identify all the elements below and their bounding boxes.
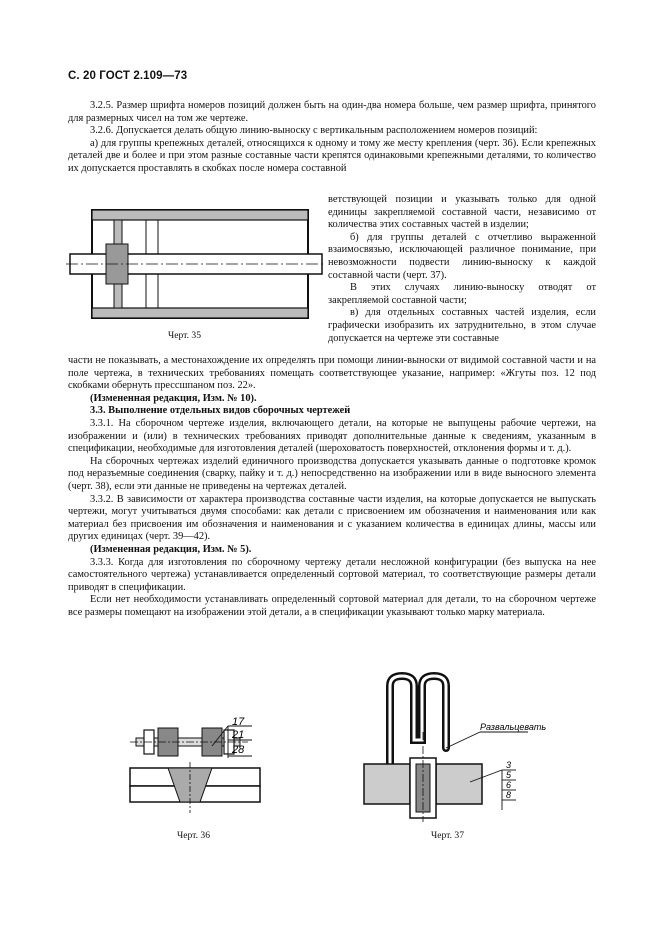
edition-note-10: (Измененная редакция, Изм. № 10).	[90, 392, 257, 404]
text-block-right	[328, 194, 596, 345]
paragraph-3-2-6-v: в) для отдельных составных частей изделия, если графически изобразить их затруднительно, в этом случае допускается на чертеже эти составные	[328, 307, 596, 344]
paragraph-3-3-2: 3.3.2. В зависимости от характера производства составные части изделия, на которые допускается не выпускать чертежи, могут учитываться двумя способами: как детали с присвоением им обозначения и наименования или как материал без присвоения им обозначения и наименования и с указанием количества в единицах длины, массы или других единицах (черт. 39—42).	[68, 493, 596, 543]
fig36-bolt	[130, 728, 248, 756]
fig36-label-21: 21	[232, 729, 245, 741]
paragraph-3-2-6-a: а) для группы крепежных деталей, относящихся к одному и тому же месту крепления (черт. 36). Если крепежных деталей две и более и при этом разные составные части крепятся одинаковыми крепежными деталями, то количество их допускается проставлять в скобках после номера составной	[68, 137, 596, 174]
paragraph-3-2-5: 3.2.5. Размер шрифта номеров позиций должен быть на один-два номера больше, чем размер шрифта, принятого для размерных чисел на том же чертеже.	[68, 100, 596, 124]
edition-note-5: (Измененная редакция, Изм. № 5).	[90, 543, 252, 555]
figure-36	[130, 718, 260, 813]
fig37-label-8: 8	[506, 790, 512, 800]
section-title-3-3: 3.3. Выполнение отдельных видов сборочных чертежей	[90, 405, 351, 417]
fig36-label-17: 17	[232, 716, 245, 728]
figure-35-caption: Черт. 35	[168, 330, 202, 341]
fig36-plates	[130, 762, 260, 813]
paragraph-3-3-3: 3.3.3. Когда для изготовления по сборочному чертежу детали несложной конфигурации (без выпуска на нее самостоятельного чертежа) устанавливается определенный сортовой материал, то соответствующие размеры детали приводят в спецификации.	[68, 556, 596, 593]
fig37-label-6: 6	[506, 780, 512, 790]
figure-37-caption: Черт. 37	[431, 830, 465, 841]
paragraph-3-3-1: 3.3.1. На сборочном чертеже изделия, включающего детали, на которые не выпущены рабочие чертежи, на изображении и (или) в технических требованиях приводят дополнительные данные к сведениям, указанным в спецификации, необходимые для изготовления деталей (шероховатость поверхностей, отклонения формы и т. д.).	[68, 417, 596, 455]
fig37-clamp	[390, 676, 446, 764]
page-header: С. 20 ГОСТ 2.109—73	[68, 70, 188, 82]
fig36-label-28: 28	[232, 744, 245, 756]
figure-35	[66, 204, 326, 324]
fig37-label-3: 3	[506, 760, 512, 770]
fig37-base	[364, 732, 482, 822]
paragraph-3-2-6-b: б) для группы деталей с отчетливо выраженной взаимосвязью, исключающей различное понимание, при невозможности подвести линию-выноску к каждой составной части (черт. 37).	[328, 231, 596, 281]
fig37-label-5: 5	[506, 770, 512, 780]
fig37-note: Развальцевать	[480, 722, 547, 732]
fig35-shaft	[66, 244, 326, 284]
figure-37	[360, 672, 547, 832]
paragraph-cont: части не показывать, а местонахождение их определять при помощи линии-выноски от видимой составной части и на поле чертежа, в технических требованиях помещать соответствующее указание, например: «Жгуты поз. 12 под скобками обернуть прессшпаном поз. 22».	[68, 355, 596, 392]
text-block-main	[68, 355, 596, 619]
paragraph-continuation: ветствующей позиции и указывать только для одной единицы закрепляемой составной части, независимо от количества этих составных частей в изделии;	[328, 194, 596, 231]
paragraph-material: Если нет необходимости устанавливать определенный сортовой материал для детали, то на сборочном чертеже все размеры помещают на изображении этой детали, а в спецификации указывают только марку материала.	[68, 594, 596, 618]
paragraph-single-production: На сборочных чертежах изделий единичного производства допускается указывать данные о подготовке кромок под неразъемные соединения (сварку, пайку и т. д.) непосредственно на изображении или в виде выносного элемента (черт. 38), если эти данные не приведены на чертежах деталей.	[68, 455, 596, 492]
paragraph-3-2-6: 3.2.6. Допускается делать общую линию-выноску с вертикальным расположением номеров позиций:	[90, 125, 538, 137]
paragraph-leader-note: В этих случаях линию-выноску отводят от закрепляемой составной части;	[328, 282, 596, 306]
text-block-top	[68, 100, 596, 176]
figure-36-caption: Черт. 36	[177, 830, 211, 841]
